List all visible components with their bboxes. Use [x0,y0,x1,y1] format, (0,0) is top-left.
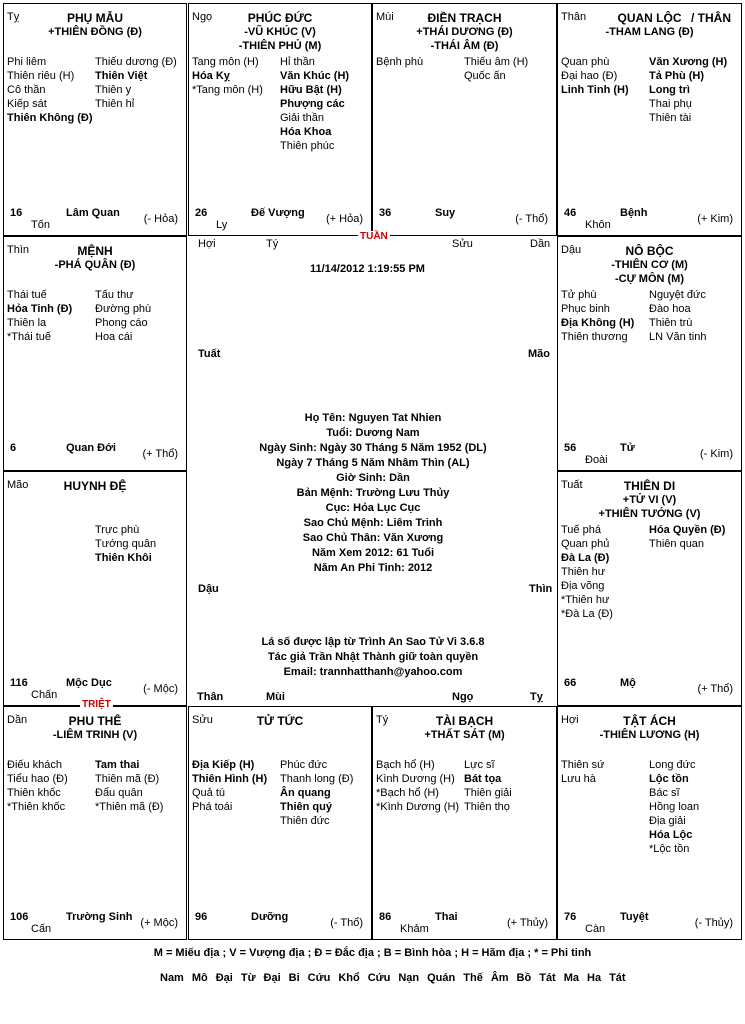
palace-phase: Mộc Dục [66,677,112,689]
minor-star: Bát tọa [464,773,502,785]
mantra-word: Đại [215,972,233,984]
palace-number: 16 [10,207,23,219]
palace-phase: Đế Vượng [251,207,305,219]
minor-star: Kiếp sát [7,98,47,110]
mantra-word: Cứu [307,972,331,984]
palace-direction: Khảm [400,923,429,935]
minor-star: Địa Không (H) [561,317,635,329]
palace-number: 26 [195,207,208,219]
palace-name: TẬT ÁCH [623,714,676,728]
palace-branch: Thìn [7,244,30,256]
minor-star: Phá toái [192,801,233,813]
palace-branch: Tý [376,714,389,726]
minor-star: Địa võng [561,580,605,592]
palace-direction: Khôn [585,219,611,231]
minor-star: Quan phù [561,56,610,68]
main-star: +THIÊN TƯỚNG (V) [598,508,701,520]
minor-star: *Thiên hư [561,594,610,606]
palace-name: PHÚC ĐỨC [247,11,313,25]
minor-star: Tiểu hao (Đ) [7,773,68,785]
palace-branch: Dậu [561,244,582,256]
palace-branch: Tuất [561,479,583,491]
minor-star: Thiên riêu (H) [7,70,75,82]
minor-star: Thiên phúc [280,140,335,152]
minor-star: Ân quang [280,787,331,799]
center-label-suu: Sửu [452,238,473,250]
palace-extra: / THÂN [691,11,731,25]
birth-info-line: Sao Chủ Mệnh: Liêm Trinh [303,517,443,529]
minor-star: Đường phù [95,303,152,315]
minor-star: Thiên thương [561,331,628,343]
minor-star: Kình Dương (H) [376,773,455,785]
palace-element: (- Mộc) [143,683,178,695]
minor-star: Phi liêm [7,56,47,68]
minor-star: Thiên y [95,84,132,96]
palace-branch: Mão [7,479,29,491]
birth-info-line: Cục: Hỏa Lục Cục [325,502,421,514]
minor-star: Tang môn (H) [192,56,259,68]
palace-number: 76 [564,911,577,923]
palace-phase: Tuyệt [620,911,649,923]
palace-number: 86 [379,911,392,923]
birth-info-line: Ngày Sinh: Ngày 30 Tháng 5 Năm 1952 (DL) [259,442,487,454]
minor-star: Thiên giải [464,787,512,799]
birth-info [190,411,556,581]
birth-info-line: Năm An Phi Tinh: 2012 [313,562,433,574]
minor-star: Quan phủ [561,538,610,550]
minor-star: Trực phù [95,524,140,536]
palace-number: 106 [10,911,29,923]
minor-star: Lực sĩ [464,759,495,771]
palace-phase: Lâm Quan [66,207,120,219]
palace-phase: Bệnh [620,207,648,219]
minor-star: *Tang môn (H) [192,84,263,96]
minor-star: Thiên thọ [464,801,510,813]
palace-element: (+ Mộc) [140,917,178,929]
triet-marker: TRIỆT [82,699,111,710]
palace-direction: Tốn [31,219,50,231]
minor-star: Thiên sứ [561,759,605,771]
minor-star: Thiên trù [649,317,693,329]
main-star: -CỰ MÔN (M) [615,273,684,285]
main-star: +TỬ VI (V) [622,494,677,506]
minor-star: Bác sĩ [649,787,680,799]
birth-info-line: Họ Tên: Nguyen Tat Nhien [304,412,442,424]
minor-star: Hỉ thần [280,56,315,68]
center-label-than: Thân [197,691,224,703]
minor-star: Hóa Quyền (Đ) [649,524,726,536]
minor-star: Thiên Việt [95,70,148,82]
palace-element: (- Thổ) [515,213,548,225]
minor-star: *Thiên mã (Đ) [95,801,164,813]
main-star: -PHÁ QUÂN (Đ) [54,259,136,271]
palace-branch: Sửu [192,714,213,726]
palace-element: (+ Thủy) [506,917,548,929]
palace-name: NÔ BỘC [625,244,674,258]
mantra-word: Mô [191,972,208,984]
minor-star: Đà La (Đ) [561,552,610,564]
minor-star: Văn Xương (H) [649,56,728,68]
palace-direction: Đoài [585,454,608,466]
minor-star: Thiên tài [649,112,692,124]
main-star: -LIÊM TRINH (V) [52,729,138,741]
palace-element: (+ Thổ) [697,683,733,695]
main-star: +THẤT SÁT (M) [424,729,505,741]
palace-element: (- Kim) [700,448,733,460]
minor-star: *Thái tuế [7,331,52,343]
minor-star: Phong cáo [95,317,148,329]
palace-bot4 [557,706,742,940]
main-star: +THÁI DƯƠNG (Đ) [416,26,513,38]
minor-star: Hóa Lộc [649,829,693,841]
minor-star: Long đức [649,759,696,771]
minor-star: Văn Khúc (H) [280,70,350,82]
minor-star: Phượng các [280,98,345,110]
minor-star: Quả tú [192,787,226,799]
palace-element: (- Thổ) [330,917,363,929]
minor-star: Điếu khách [7,759,63,771]
legend: M = Miếu địa ; V = Vượng địa ; Đ = Đắc địa ; B = Bình hòa ; H = Hãm địa ; * = Phi tinh [153,947,592,959]
minor-star: Thiên Hình (H) [192,773,268,785]
palace-branch: Mùi [376,11,394,23]
minor-star: Bạch hổ (H) [376,759,435,771]
palace-top4 [557,3,742,236]
credits [190,635,556,685]
mantra-word: Bi [288,972,300,984]
palace-number: 66 [564,677,577,689]
palace-branch: Ngọ [192,11,213,23]
minor-star: Lộc tồn [649,773,689,785]
minor-star: Thái tuế [7,289,47,301]
palace-number: 6 [10,442,17,454]
mantra-word: Bồ [516,972,532,984]
palace-phase: Thai [435,911,458,923]
mantra-word: Thế [463,972,483,984]
minor-star: Giải thần [280,112,325,124]
minor-star: Đào hoa [649,303,691,315]
mantra-word: Đại [263,972,281,984]
minor-star: Địa giải [649,815,686,827]
palace-element: (- Thủy) [694,917,733,929]
palace-name: HUYNH ĐỆ [63,479,127,493]
minor-star: Cô thần [7,84,46,96]
minor-star: Địa Kiếp (H) [192,759,255,771]
main-star: -THIÊN LƯƠNG (H) [599,729,700,741]
palace-element: (+ Thổ) [142,448,178,460]
palace-element: (+ Hỏa) [326,213,363,225]
main-star: +THIÊN ĐỒNG (Đ) [48,26,142,38]
palace-number: 46 [564,207,577,219]
mantra-word: Nạn [398,972,420,984]
center-label-tuat: Tuất [198,348,221,360]
palace-name: ĐIỀN TRẠCH [427,11,502,25]
minor-star: *Lộc tồn [649,843,690,855]
mantra [160,972,626,984]
mantra-word: Khổ [338,972,360,984]
birth-info-line: Tuổi: Dương Nam [326,427,420,439]
minor-star: Thiên quan [649,538,705,550]
mantra-word: Tát [539,972,556,984]
palace-phase: Tử [620,442,635,454]
main-star: -THIÊN CƠ (M) [611,259,688,271]
palace-mid2 [557,236,742,471]
mantra-word: Tát [609,972,626,984]
minor-star: LN Văn tinh [649,331,707,343]
palace-direction: Chấn [31,689,58,701]
minor-star: Tuế phá [561,524,601,536]
palace-branch: Dần [7,714,28,726]
minor-star: Lưu hà [561,773,596,785]
center-label-ty-bottom: Tỵ [530,691,543,703]
minor-star: Thiên quý [280,801,332,813]
palace-phase: Dưỡng [251,911,289,923]
palace-number: 36 [379,207,392,219]
mantra-word: Nam [160,972,184,984]
birth-info-line: Sao Chủ Thân: Văn Xương [302,532,444,544]
palace-element: (- Hỏa) [143,213,178,225]
palace-branch: Hợi [561,714,579,726]
palace-bot2 [188,706,372,940]
minor-star: Thiên hỉ [95,98,135,110]
palace-name: TÀI BẠCH [435,714,494,728]
minor-star: *Đà La (Đ) [561,608,613,620]
minor-star: Phục binh [561,303,610,315]
palace-phase: Suy [435,207,456,219]
minor-star: *Thiên khốc [7,801,66,813]
palace-direction: Ly [216,219,228,231]
minor-star: Hoa cái [95,331,133,343]
palace-direction: Cấn [31,923,52,935]
minor-star: Linh Tinh (H) [561,84,629,96]
birth-info-line: Bản Mệnh: Trường Lưu Thủy [296,487,450,499]
palace-direction: Càn [585,923,606,935]
minor-star: *Bạch hổ (H) [376,787,439,799]
minor-star: Thiên la [7,317,47,329]
minor-star: Thiên hư [561,566,606,578]
center-label-ngo: Ngọ [452,691,474,703]
center-label-ty: Tý [266,238,279,250]
center-label-mao: Mão [528,348,550,360]
palace-name: TỬ TỨC [256,714,304,728]
palace-phase: Quan Đới [66,442,116,454]
mantra-word: Cứu [367,972,391,984]
palace-mid1 [3,236,187,471]
palace-bot1 [3,706,187,940]
minor-star: *Kình Dương (H) [376,801,460,813]
birth-info-line: Năm Xem 2012: 61 Tuổi [311,547,435,559]
mantra-word: Từ [240,972,256,984]
minor-star: Tử phù [561,289,597,301]
minor-star: Hóa Kỵ [192,70,230,82]
birth-info-line: Giờ Sinh: Dần [336,472,410,484]
minor-star: Hỏa Tinh (Đ) [7,303,73,315]
center-label-dan: Dần [530,238,551,250]
mantra-word: Âm [490,972,509,984]
palace-name: QUAN LỘC [617,11,682,25]
palace-element: (+ Kim) [697,213,733,225]
palace-number: 56 [564,442,577,454]
chart-datetime: 11/14/2012 1:19:55 PM [310,263,425,275]
mantra-word: Ma [563,972,579,984]
minor-star: Thiên khốc [7,787,61,799]
mantra-word: Ha [587,972,602,984]
palace-name: PHU THÊ [68,714,122,728]
main-star: -THIÊN PHỦ (M) [238,40,322,52]
palace-number: 116 [10,677,28,689]
center-label-dau: Dậu [198,583,219,595]
birth-info-line: Ngày 7 Tháng 5 Năm Nhâm Thìn (AL) [276,457,470,469]
palace-bot3 [372,706,557,940]
minor-star: Thiên Khôi [95,552,152,564]
palace-top1 [3,3,187,236]
minor-star: Phúc đức [280,759,328,771]
minor-star: Thiếu âm (H) [464,56,529,68]
palace-name: MỆNH [77,244,113,258]
palace-mid3 [3,471,187,706]
minor-star: Thiên Không (Đ) [7,112,93,124]
minor-star: Long trì [649,84,690,96]
palace-name: PHỤ MẪU [67,11,123,25]
minor-star: Hóa Khoa [280,126,332,138]
palace-top2 [188,3,372,236]
palace-top3 [372,3,557,236]
minor-star: Quốc ấn [464,70,506,82]
palace-name: THIÊN DI [623,479,676,493]
credit-line: Lá số được lập từ Trình An Sao Tử Vi 3.6.8 [261,636,485,648]
minor-star: Bệnh phù [376,56,424,68]
minor-star: Tả Phù (H) [649,70,704,82]
minor-star: Hữu Bật (H) [280,84,342,96]
minor-star: Hồng loan [649,801,700,813]
palace-branch: Thân [561,11,587,23]
minor-star: Đẩu quân [95,787,143,799]
minor-star: Tam thai [95,759,140,771]
minor-star: Đại hao (Đ) [561,70,618,82]
palace-mid4 [557,471,742,706]
minor-star: Thiên mã (Đ) [95,773,160,785]
center-label-hoi: Hợi [198,238,216,250]
palace-number: 96 [195,911,208,923]
center-label-thin: Thìn [529,583,553,595]
main-star: -THÁI ÂM (Đ) [430,40,499,52]
tuan-marker: TUẦN [360,231,388,242]
minor-star: Tướng quân [95,538,157,550]
main-star: -THAM LANG (Đ) [605,26,694,38]
minor-star: Thiên đức [280,815,330,827]
minor-star: Nguyệt đức [649,289,706,301]
minor-star: Thai phụ [649,98,692,110]
credit-line: Email: trannhatthanh@yahoo.com [283,666,463,678]
credit-line: Tác giả Trần Nhật Thành giữ toàn quyền [267,651,479,663]
palace-phase: Trường Sinh [66,911,133,923]
mantra-word: Quán [427,972,456,984]
minor-star: Thiếu dương (Đ) [95,56,177,68]
minor-star: Tấu thư [95,289,134,301]
palace-phase: Mộ [620,677,636,689]
palace-branch: Tỵ [7,11,20,23]
main-star: -VŨ KHÚC (V) [244,26,316,38]
center-label-mui: Mùi [266,691,285,703]
minor-star: Thanh long (Đ) [280,773,354,785]
